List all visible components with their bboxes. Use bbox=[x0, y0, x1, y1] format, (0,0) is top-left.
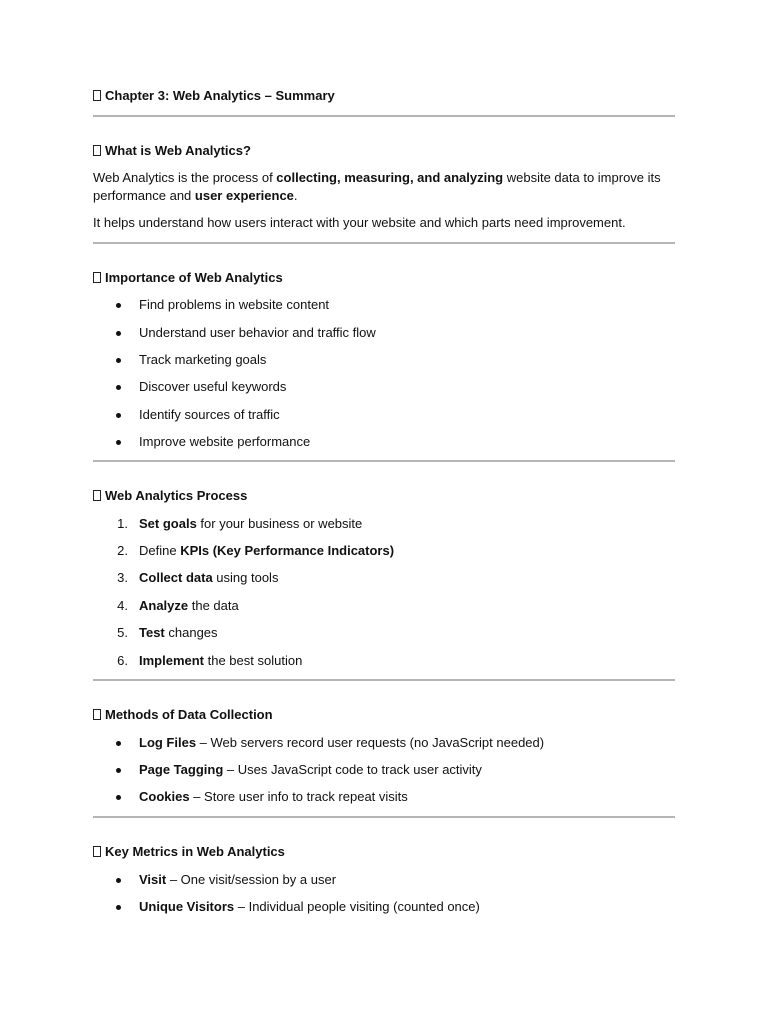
bullet-icon bbox=[116, 385, 121, 390]
list-item: Track marketing goals bbox=[139, 352, 267, 367]
missing-glyph-icon bbox=[93, 846, 101, 857]
bullet-icon bbox=[116, 768, 121, 773]
bullet-icon bbox=[116, 358, 121, 363]
list-item: Implement the best solution bbox=[139, 653, 303, 668]
list-item: Test changes bbox=[139, 625, 218, 640]
divider bbox=[93, 816, 675, 818]
missing-glyph-icon bbox=[93, 90, 101, 101]
bullet-icon bbox=[116, 878, 121, 883]
missing-glyph-icon bbox=[93, 272, 101, 283]
section-heading-metrics: Key Metrics in Web Analytics bbox=[93, 843, 285, 861]
bullet-icon bbox=[116, 795, 121, 800]
list-item: Find problems in website content bbox=[139, 297, 330, 312]
list-item: Set goals for your business or website bbox=[139, 516, 363, 531]
bullet-icon bbox=[116, 440, 121, 445]
list-item: Unique Visitors – Individual people visiting (counted once) bbox=[139, 899, 480, 914]
list-item: Analyze the data bbox=[139, 598, 239, 613]
list-item: Improve website performance bbox=[139, 434, 311, 449]
paragraph-purpose: It helps understand how users interact with your website and which parts need improvement. bbox=[93, 215, 626, 230]
list-number: 6. bbox=[117, 653, 128, 668]
list-item: Cookies – Store user info to track repeat visits bbox=[139, 789, 408, 804]
divider bbox=[93, 460, 675, 462]
bullet-icon bbox=[116, 413, 121, 418]
list-item: Visit – One visit/session by a user bbox=[139, 872, 337, 887]
page-title: Chapter 3: Web Analytics – Summary bbox=[93, 87, 335, 105]
divider bbox=[93, 115, 675, 117]
paragraph-definition-line-2: performance and user experience. bbox=[93, 188, 298, 203]
bullet-icon bbox=[116, 741, 121, 746]
bullet-icon bbox=[116, 905, 121, 910]
section-heading-methods: Methods of Data Collection bbox=[93, 706, 273, 724]
divider bbox=[93, 242, 675, 244]
section-heading-what: What is Web Analytics? bbox=[93, 142, 251, 160]
list-number: 3. bbox=[117, 570, 128, 585]
bullet-icon bbox=[116, 303, 121, 308]
missing-glyph-icon bbox=[93, 145, 101, 156]
list-item: Discover useful keywords bbox=[139, 379, 287, 394]
list-item: Identify sources of traffic bbox=[139, 407, 280, 422]
list-item: Page Tagging – Uses JavaScript code to track user activity bbox=[139, 762, 482, 777]
paragraph-definition-line-1: Web Analytics is the process of collecting, measuring, and analyzing website data to improve its bbox=[93, 170, 661, 185]
missing-glyph-icon bbox=[93, 490, 101, 501]
list-item: Understand user behavior and traffic flow bbox=[139, 325, 376, 340]
list-item: Log Files – Web servers record user requests (no JavaScript needed) bbox=[139, 735, 545, 750]
list-number: 1. bbox=[117, 516, 128, 531]
section-heading-process: Web Analytics Process bbox=[93, 487, 247, 505]
list-number: 5. bbox=[117, 625, 128, 640]
divider bbox=[93, 679, 675, 681]
section-heading-importance: Importance of Web Analytics bbox=[93, 269, 283, 287]
bullet-icon bbox=[116, 331, 121, 336]
list-item: Collect data using tools bbox=[139, 570, 279, 585]
list-number: 2. bbox=[117, 543, 128, 558]
missing-glyph-icon bbox=[93, 709, 101, 720]
list-number: 4. bbox=[117, 598, 128, 613]
list-item: Define KPIs (Key Performance Indicators) bbox=[139, 543, 395, 558]
